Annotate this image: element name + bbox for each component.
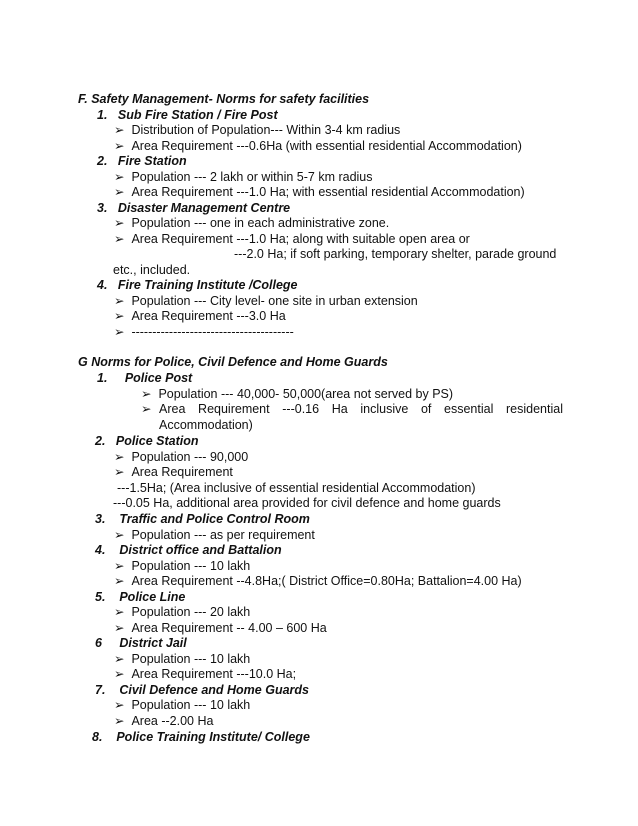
bullet-text: Population --- 20 lakh [131, 605, 251, 619]
item-title: Police Line [119, 590, 186, 604]
bullet-line [114, 652, 250, 667]
bullet-line [114, 667, 296, 682]
bullet-arrow-icon: ➢ [114, 714, 125, 728]
word: Area [159, 402, 186, 416]
bullet-arrow-icon: ➢ [114, 232, 125, 246]
bullet-arrow-icon: ➢ [114, 574, 125, 588]
bullet-arrow-icon: ➢ [141, 402, 152, 416]
bullet-text: --------------------------------------- [131, 325, 294, 339]
bullet-arrow-icon: ➢ [114, 450, 125, 464]
item-title: Police Station [115, 434, 199, 448]
continuation-text: ---2.0 Ha; if soft parking, temporary shelter, parade ground [234, 247, 557, 261]
item-title: District Jail [119, 636, 187, 650]
continuation-text: ---1.5Ha; (Area inclusive of essential residential Accommodation) [117, 481, 476, 495]
bullet-text: Distribution of Population--- Within 3-4 km radius [131, 123, 401, 137]
bullet-line [114, 528, 315, 543]
bullet-text: Area Requirement --4.8Ha;( District Office=0.80Ha; Battalion=4.00 Ha) [131, 574, 522, 588]
bullet-line [114, 621, 327, 636]
bullet-line [114, 139, 522, 154]
heading-disaster-management [97, 201, 290, 216]
section-f-title: F. Safety Management- Norms for safety facilities [78, 92, 370, 106]
item-number: 4. [97, 278, 108, 292]
bullet-arrow-icon: ➢ [114, 621, 125, 635]
bullet-line [114, 309, 286, 324]
heading-district-office [95, 543, 282, 558]
bullet-line [141, 402, 563, 417]
bullet-line [114, 294, 418, 309]
bullet-line [114, 698, 250, 713]
bullet-text: Population --- 10 lakh [131, 559, 251, 573]
word: residential [506, 402, 563, 416]
heading-police-post [97, 371, 192, 386]
bullet-arrow-icon: ➢ [114, 139, 125, 153]
word: ---0.16 [282, 402, 320, 416]
bullet-text: Area Requirement ---1.0 Ha; along with suitable open area or [131, 232, 470, 246]
bullet-line [114, 185, 525, 200]
bullet-line [114, 559, 250, 574]
item-number: 3. [95, 512, 106, 526]
word: of [420, 402, 432, 416]
bullet-line [114, 605, 250, 620]
item-number: 6 [95, 636, 102, 650]
word: inclusive [360, 402, 409, 416]
bullet-arrow-icon: ➢ [114, 528, 125, 542]
heading-civil-defence [95, 683, 309, 698]
bullet-text: Area Requirement -- 4.00 – 600 Ha [131, 621, 327, 635]
bullet-text: Population --- 10 lakh [131, 652, 251, 666]
heading-sub-fire-station [97, 108, 278, 123]
continuation-text: ---0.05 Ha, additional area provided for civil defence and home guards [113, 496, 501, 510]
bullet-line [114, 232, 470, 247]
bullet-line [114, 574, 522, 589]
bullet-text: Population --- one in each administrative zone. [131, 216, 390, 230]
bullet-line [114, 714, 213, 729]
item-title: Fire Station [117, 154, 187, 168]
item-title: Police Post [124, 371, 193, 385]
bullet-arrow-icon: ➢ [114, 698, 125, 712]
bullet-line [141, 387, 453, 402]
heading-police-training-institute [92, 730, 310, 745]
word: essential [444, 402, 494, 416]
word: Ha [331, 402, 348, 416]
bullet-arrow-icon: ➢ [114, 185, 125, 199]
item-title: Disaster Management Centre [117, 201, 291, 215]
bullet-text: Population --- 10 lakh [131, 698, 251, 712]
bullet-line [114, 170, 373, 185]
bullet-text: Population --- as per requirement [131, 528, 315, 542]
bullet-line [114, 123, 400, 138]
item-title: District office and Battalion [119, 543, 282, 557]
bullet-text: Area Requirement ---3.0 Ha [131, 309, 286, 323]
item-number: 7. [95, 683, 106, 697]
bullet-arrow-icon: ➢ [114, 465, 125, 479]
bullet-line [114, 450, 248, 465]
word: Requirement [198, 402, 270, 416]
item-title: Police Training Institute/ College [116, 730, 310, 744]
section-g-title: G Norms for Police, Civil Defence and Home Guards [78, 355, 388, 369]
bullet-text: Area Requirement ---10.0 Ha; [131, 667, 297, 681]
item-title: Fire Training Institute /College [117, 278, 298, 292]
bullet-text: Area Requirement [131, 465, 233, 479]
bullet-arrow-icon: ➢ [114, 652, 125, 666]
item-title: Sub Fire Station / Fire Post [117, 108, 278, 122]
justified-bullet-text [159, 402, 563, 417]
bullet-arrow-icon: ➢ [114, 170, 125, 184]
bullet-arrow-icon: ➢ [114, 559, 125, 573]
bullet-text: Population --- City level- one site in urban extension [131, 294, 418, 308]
item-number: 4. [95, 543, 106, 557]
bullet-arrow-icon: ➢ [114, 325, 125, 339]
item-title: Traffic and Police Control Room [119, 512, 310, 526]
heading-fire-station [97, 154, 187, 169]
bullet-line [114, 216, 389, 231]
bullet-text: Area --2.00 Ha [131, 714, 214, 728]
item-number: 3. [97, 201, 108, 215]
item-title: Civil Defence and Home Guards [119, 683, 309, 697]
bullet-text: Area Requirement ---1.0 Ha; with essential residential Accommodation) [131, 185, 525, 199]
bullet-text: Population --- 2 lakh or within 5-7 km radius [131, 170, 373, 184]
bullet-arrow-icon: ➢ [114, 123, 125, 137]
bullet-arrow-icon: ➢ [114, 216, 125, 230]
heading-fire-training-institute [97, 278, 298, 293]
bullet-text: Population --- 40,000- 50,000(area not served by PS) [158, 387, 454, 401]
item-number: 8. [92, 730, 103, 744]
heading-police-line [95, 590, 185, 605]
heading-police-station [95, 434, 199, 449]
heading-district-jail [95, 636, 187, 651]
bullet-line [114, 325, 294, 340]
continuation-text: etc., included. [113, 263, 191, 277]
bullet-arrow-icon: ➢ [114, 309, 125, 323]
bullet-arrow-icon: ➢ [141, 387, 152, 401]
item-number: 1. [97, 108, 108, 122]
item-number: 1. [97, 371, 108, 385]
item-number: 2. [95, 434, 106, 448]
continuation-text: Accommodation) [159, 418, 253, 432]
heading-traffic-control-room [95, 512, 310, 527]
item-number: 2. [97, 154, 108, 168]
item-number: 5. [95, 590, 106, 604]
bullet-arrow-icon: ➢ [114, 294, 125, 308]
bullet-text: Area Requirement ---0.6Ha (with essential residential Accommodation) [131, 139, 522, 153]
bullet-arrow-icon: ➢ [114, 605, 125, 619]
bullet-text: Population --- 90,000 [131, 450, 249, 464]
bullet-line [114, 465, 233, 480]
bullet-arrow-icon: ➢ [114, 667, 125, 681]
